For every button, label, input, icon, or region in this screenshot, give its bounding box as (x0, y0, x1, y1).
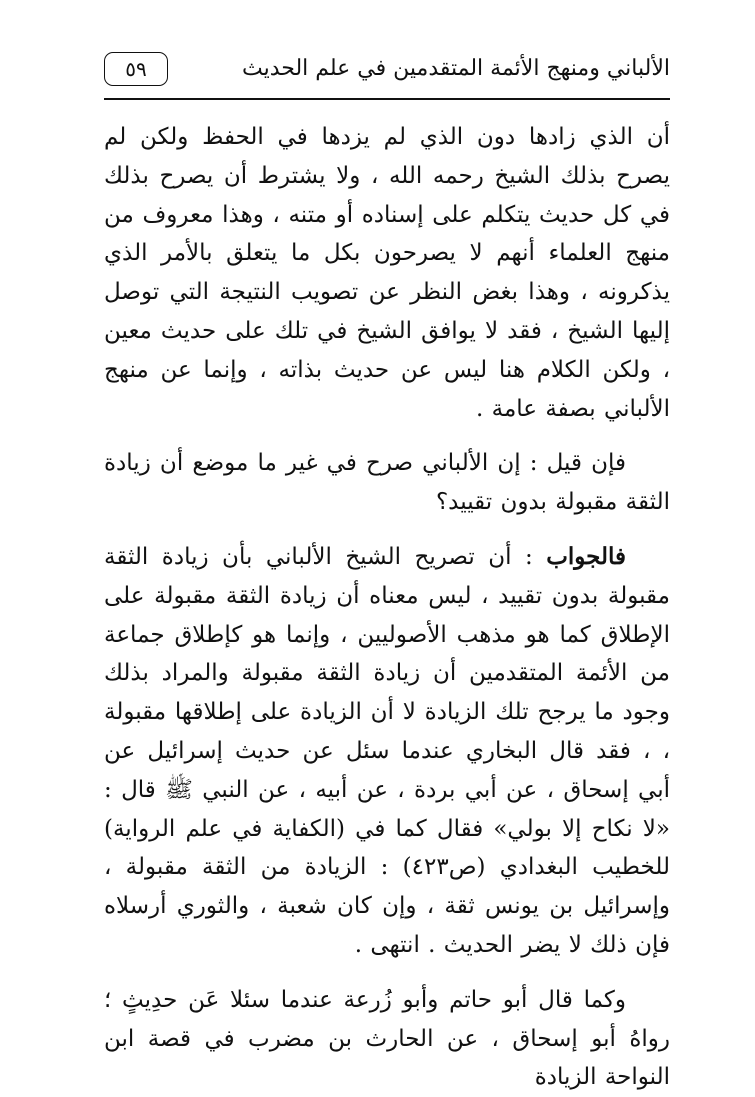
paragraph-3-text: : أن تصريح الشيخ الألباني بأن زيادة الثقة مقبولة بدون تقييد ، ليس معناه أن زيادة الثقة مقبولة على الإطلاق كما هو مذهب الأصوليين ، وإنما هو كإطلاق جماعة من الأئمة المتقدمين أن زيادة الثقة مقبولة والمراد بذلك وجود ما يرجح تلك الزيادة لا أن الزيادة على إطلاقها مقبولة ، ، فقد قال البخاري عندما سئل عن حديث إسرائيل عن أبي إسحاق ، عن أبي بردة ، عن أبيه ، عن النبي ﷺ قال : «لا نكاح إلا بولي» فقال كما في (الكفاية في علم الرواية) للخطيب البغدادي (ص٤٢٣) : الزيادة من الثقة مقبولة ، وإسرائيل بن يونس ثقة ، وإن كان شعبة ، والثوري أرسلاه فإن ذلك لا يضر الحديث . انتهى . (104, 543, 670, 958)
page-header (104, 52, 670, 92)
paragraph-1: أن الذي زادها دون الذي لم يزدها في الحفظ ولكن لم يصرح بذلك الشيخ رحمه الله ، ولا يشترط أن يصرح بذلك في كل حديث يتكلم على إسناده أو متنه ، وهذا معروف من منهج العلماء أنهم لا يصرحون بكل ما يتعلق بالأمر الذي يذكرونه ، وهذا بغض النظر عن تصويب النتيجة التي توصل إليها الشيخ ، فقد لا يوافق الشيخ في تلك على حديث معين ، ولكن الكلام هنا ليس عن حديث بذاته ، وإنما عن منهج الألباني بصفة عامة . (104, 124, 670, 422)
page-number-badge: ٥٩ (104, 52, 168, 86)
header-divider (104, 98, 670, 100)
paragraph-4: وكما قال أبو حاتم وأبو زُرعة عندما سئلا عَن حدِيثٍ ؛ رواهُ أبو إسحاق ، عن الحارث بن مضرب في قصة ابن النواحة الزيادة (104, 986, 670, 1091)
paragraph-2: فإن قيل : إن الألباني صرح في غير ما موضع أن زيادة الثقة مقبولة بدون تقييد؟ (104, 450, 670, 516)
body-text (104, 118, 670, 1097)
paragraph-3 (104, 538, 670, 965)
running-title: الألباني ومنهج الأئمة المتقدمين في علم الحديث (241, 56, 670, 81)
answer-lead-word: فالجواب (546, 542, 626, 570)
